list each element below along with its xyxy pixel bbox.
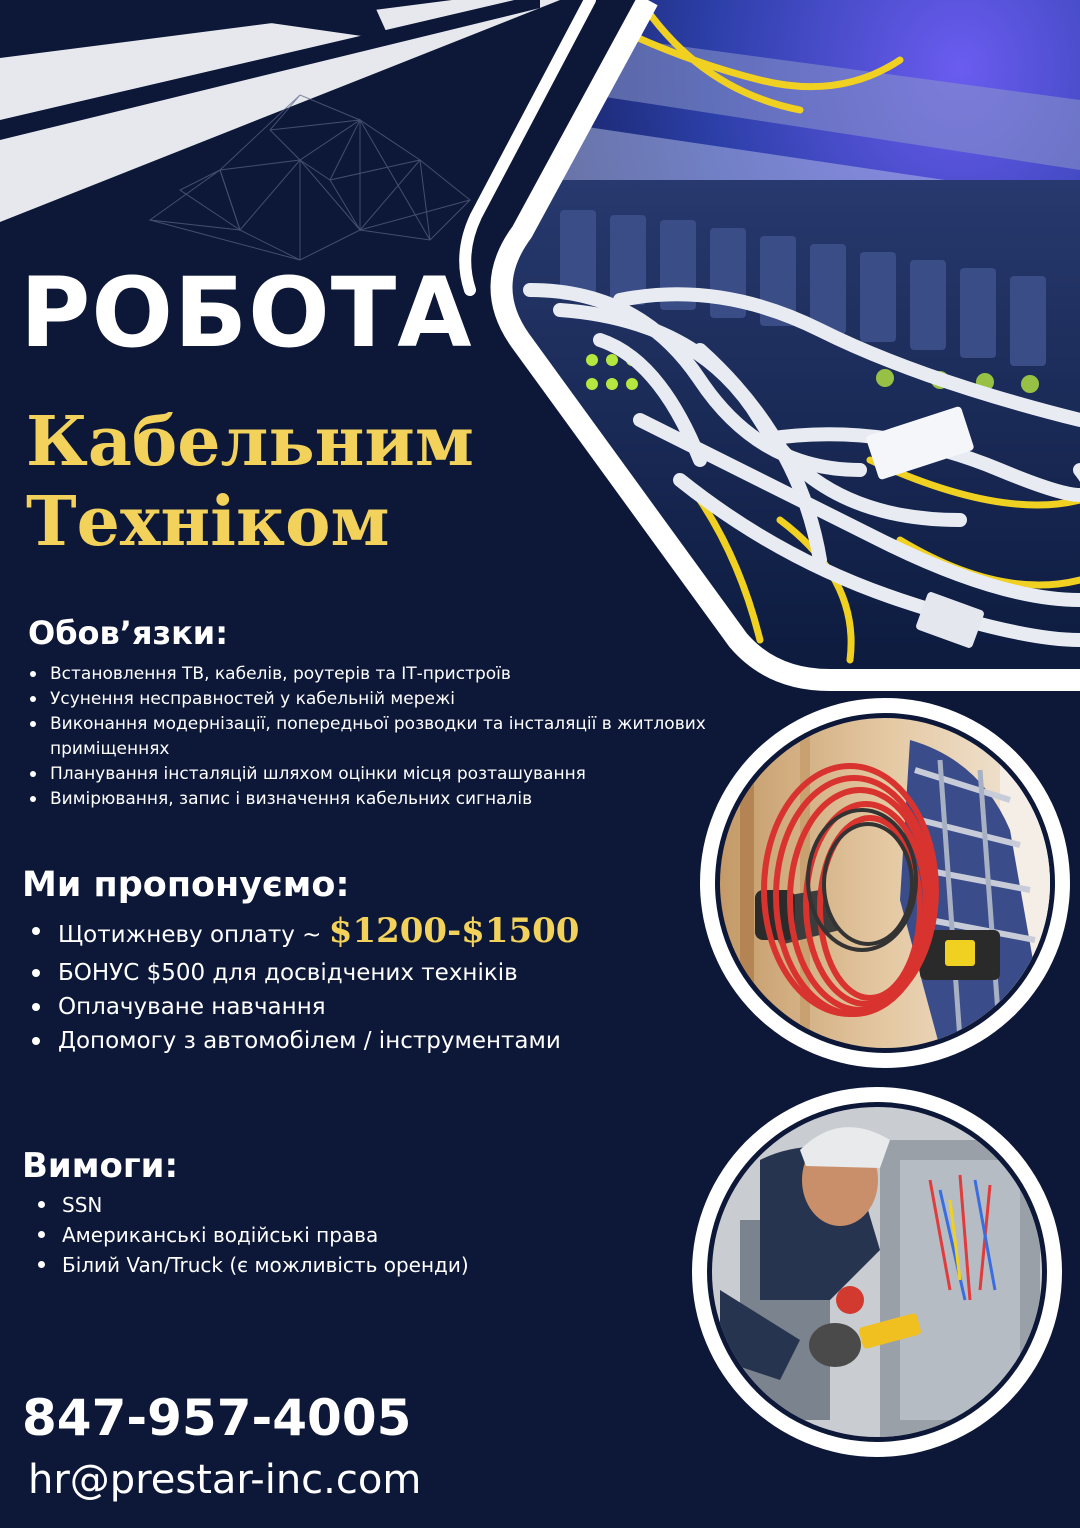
duties-item: Планування інсталяцій шляхом оцінки місця розташування [28,762,728,787]
duties-heading: Обов’язки: [28,614,229,652]
requirements-item: Американські водійські права [36,1220,556,1250]
requirements-item: Білий Van/Truck (є можливість оренди) [36,1250,556,1280]
subtitle-line-1: Кабельним [26,402,474,482]
subtitle-line-2: Техніком [26,482,390,562]
hero-network-photo [480,0,1080,680]
offers-item: Оплачуване навчання [30,990,670,1024]
contact-phone[interactable]: 847-957-4005 [22,1389,412,1447]
pay-prefix: Щотижневу оплату ~ [58,922,329,948]
offers-item-pay [30,910,670,956]
offers-list [30,910,670,1058]
duties-item: Встановлення ТВ, кабелів, роутерів та ІТ-пристроїв [28,662,728,687]
poster-subtitle [26,402,474,562]
contact-email[interactable]: hr@prestar-inc.com [28,1457,422,1503]
technician-cable-photo [720,718,1050,1048]
offers-item: БОНУС $500 для досвідчених техніків [30,956,670,990]
requirements-item: SSN [36,1190,556,1220]
duties-list [28,662,728,812]
pay-amount: $1200-$1500 [328,911,580,951]
poster-title: РОБОТА [20,257,473,369]
requirements-list [36,1190,556,1280]
offers-heading: Ми пропонуємо: [22,865,350,905]
duties-item: Вимірювання, запис і визначення кабельних сигналів [28,787,728,812]
requirements-heading: Вимоги: [22,1146,179,1186]
duties-item: Усунення несправностей у кабельній мережі [28,687,728,712]
duties-item: Виконання модернізації, попередньої розводки та інсталяції в житлових приміщеннях [28,712,728,762]
offers-item: Допомогу з автомобілем / інструментами [30,1024,670,1058]
